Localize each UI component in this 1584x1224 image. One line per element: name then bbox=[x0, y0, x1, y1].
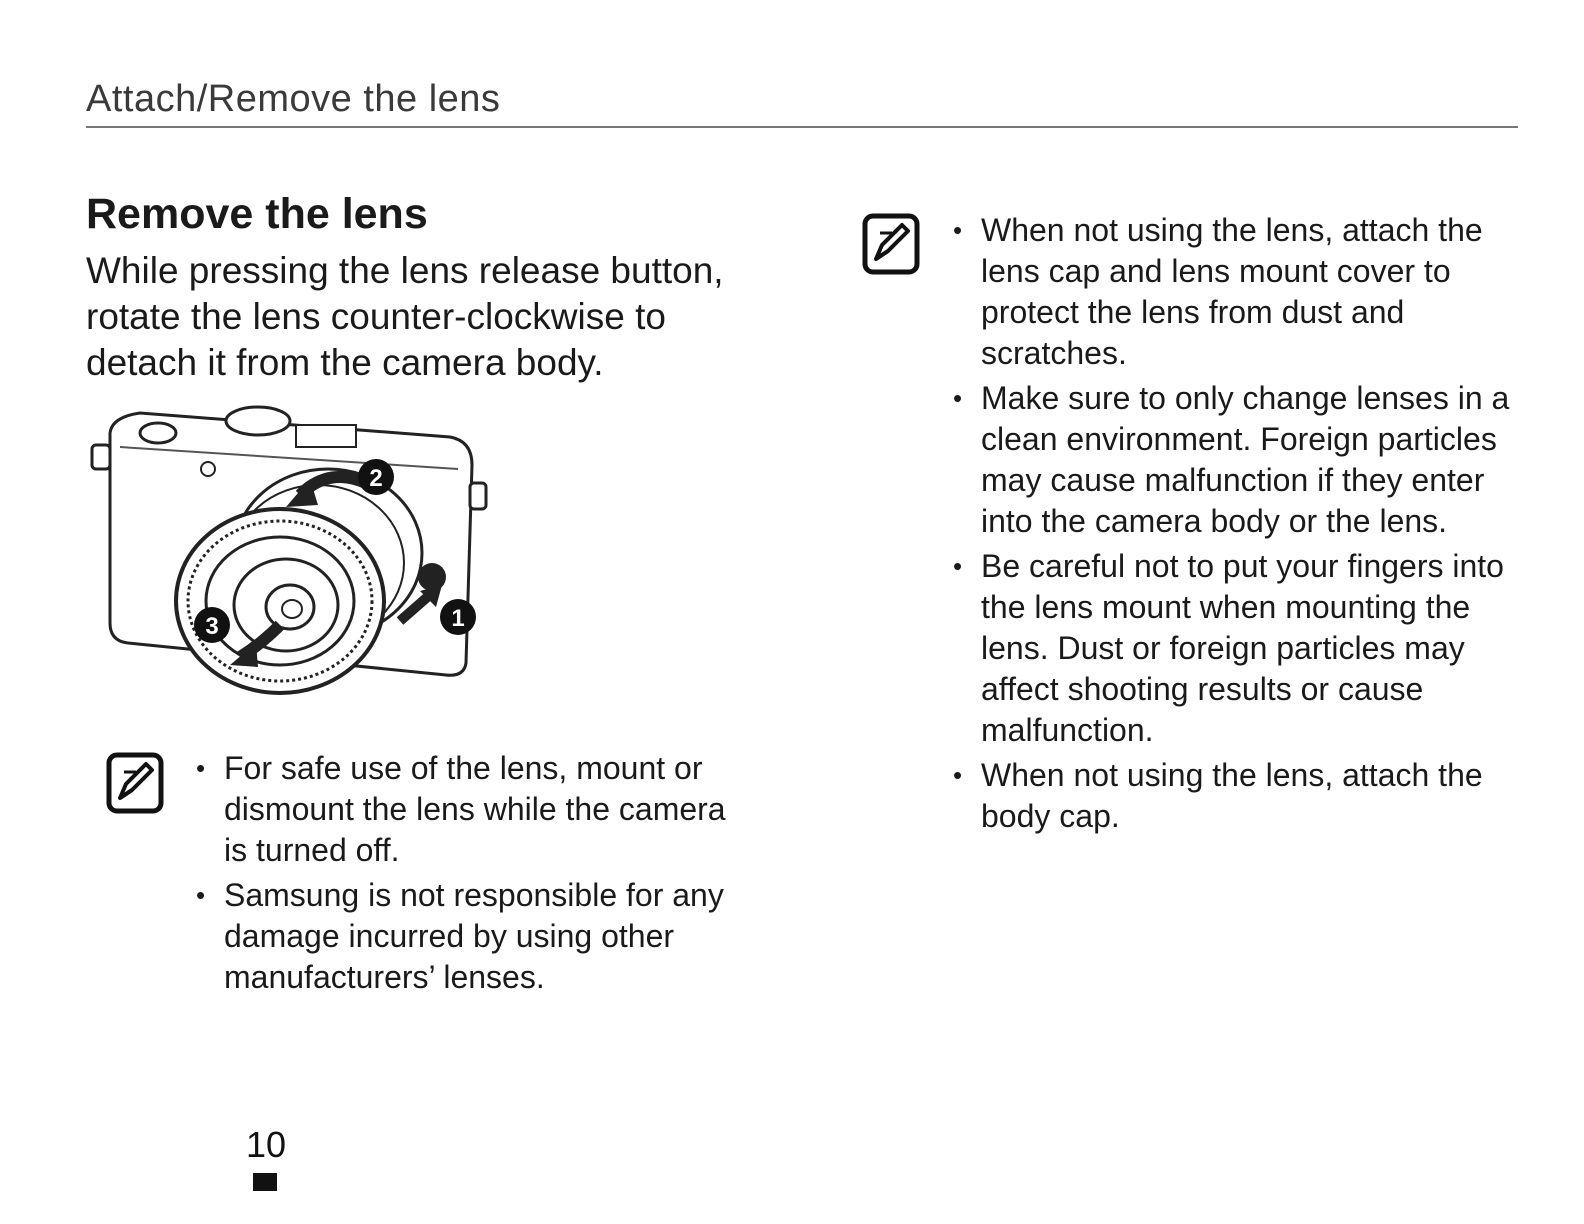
header-divider bbox=[86, 126, 1518, 128]
note-text: Be careful not to put your fingers into the lens mount when mounting the lens. Dust or foreign particles may affect shooting results or cause malfunction. bbox=[981, 548, 1504, 748]
page-header-title: Attach/Remove the lens bbox=[86, 78, 501, 120]
list-item: • When not using the lens, attach the lens cap and lens mount cover to protect the lens from dust and scratches. bbox=[953, 212, 1483, 371]
list-item: • Make sure to only change lenses in a clean environment. Foreign particles may cause malfunction if they enter into the camera body or the lens. bbox=[953, 380, 1510, 539]
section-body: While pressing the lens release button, rotate the lens counter-clockwise to detach it from the camera body. bbox=[86, 250, 724, 383]
page-number: 10 bbox=[246, 1124, 287, 1165]
step-3-label: 3 bbox=[205, 613, 219, 640]
right-notes-list bbox=[953, 210, 1513, 841]
list-item: • When not using the lens, attach the body cap. bbox=[953, 757, 1483, 834]
note-text: For safe use of the lens, mount or dismount the lens while the camera is turned off. bbox=[224, 750, 726, 868]
note-text: Samsung is not responsible for any damage incurred by using other manufacturers’ lenses. bbox=[224, 877, 724, 995]
left-notes-list bbox=[196, 748, 756, 1002]
note-text: When not using the lens, attach the body cap. bbox=[981, 757, 1483, 834]
step-1-label: 1 bbox=[451, 605, 465, 632]
note-text: Make sure to only change lenses in a clean environment. Foreign particles may cause malfunction if they enter into the camera body or the lens. bbox=[981, 380, 1510, 539]
note-text: When not using the lens, attach the lens cap and lens mount cover to protect the lens from dust and scratches. bbox=[981, 212, 1483, 371]
section-title: Remove the lens bbox=[86, 190, 428, 238]
list-item: • Samsung is not responsible for any damage incurred by using other manufacturers’ lenses. bbox=[196, 877, 724, 995]
camera-lens-removal-illustration bbox=[80, 395, 500, 705]
page-marker bbox=[253, 1173, 277, 1191]
note-icon bbox=[862, 213, 920, 275]
list-item: • For safe use of the lens, mount or dismount the lens while the camera is turned off. bbox=[196, 750, 726, 868]
note-icon bbox=[106, 752, 164, 814]
step-2-label: 2 bbox=[369, 465, 383, 492]
list-item: • Be careful not to put your fingers into the lens mount when mounting the lens. Dust or foreign particles may affect shooting results or cause malfunction. bbox=[953, 548, 1504, 748]
